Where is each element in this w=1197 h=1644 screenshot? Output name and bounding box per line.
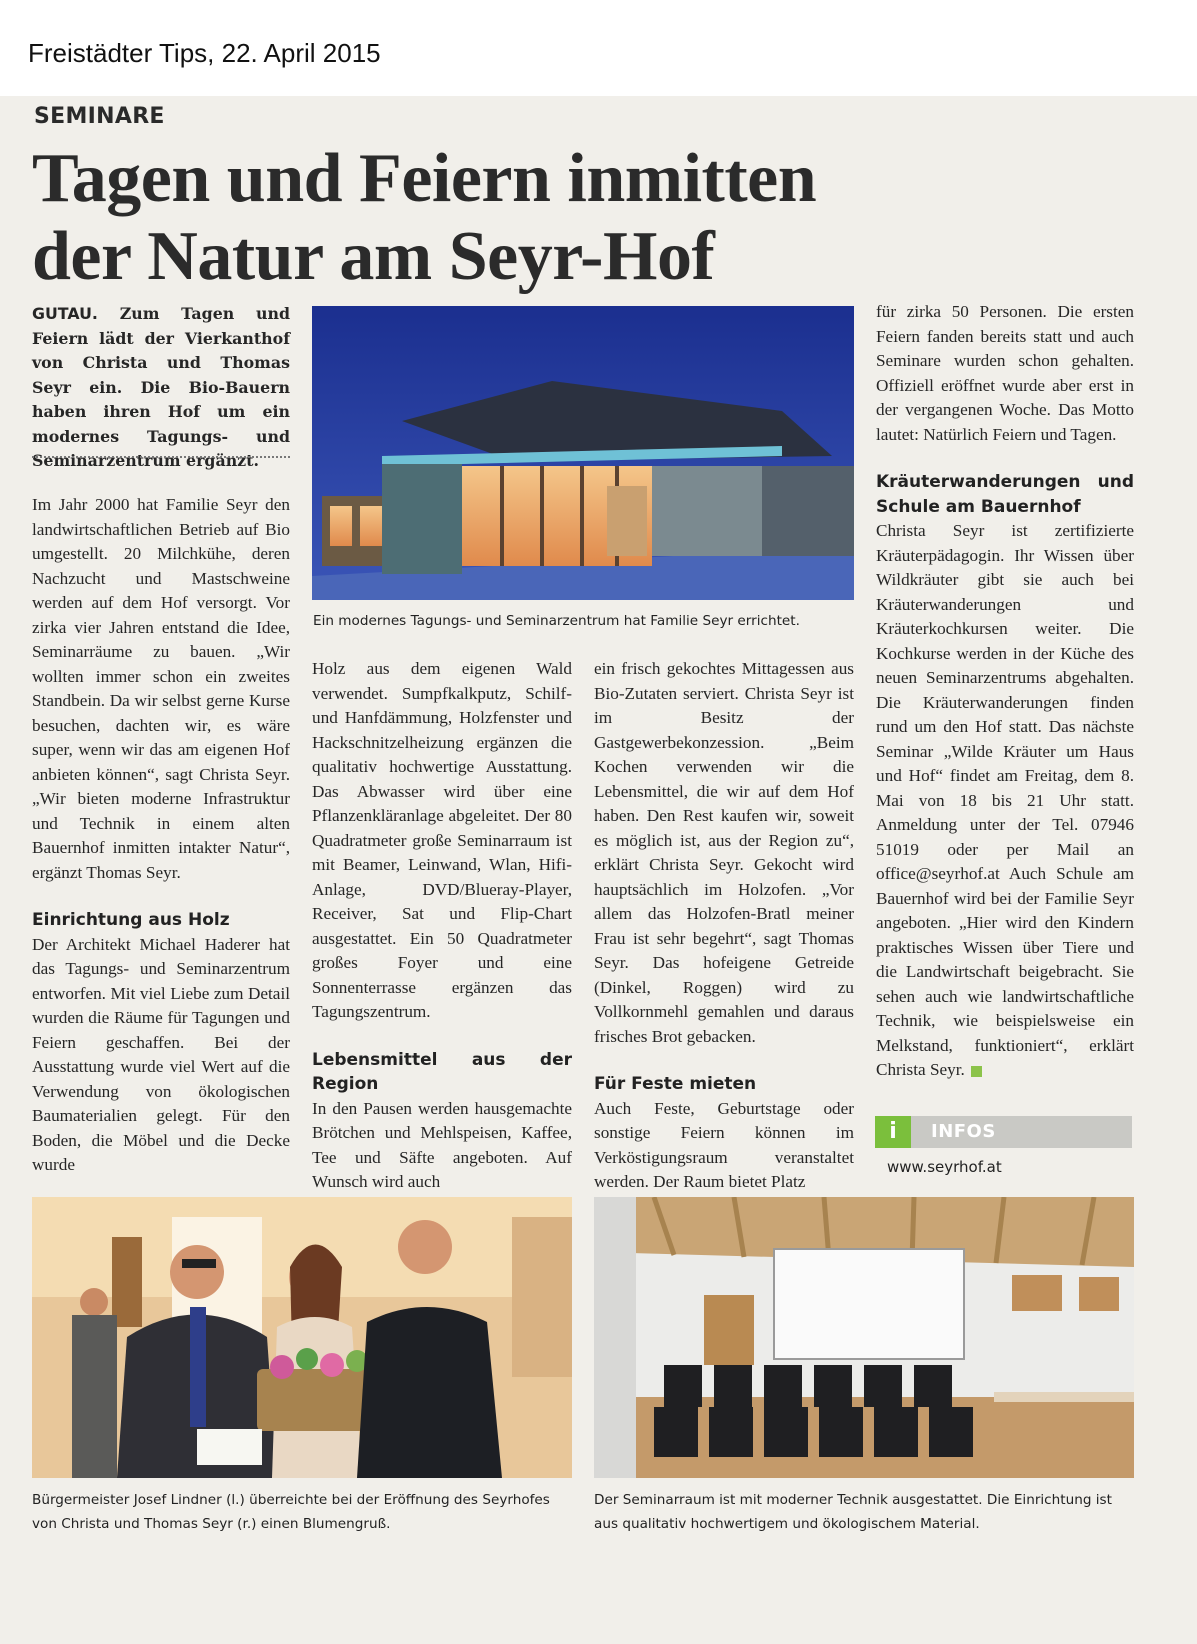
column-3	[594, 657, 854, 1195]
column-2-body-2: In den Pausen werden hausgemachte Brötchen und Mehlspeisen, Kaffee, Tee und Säfte angeboten. Auf Wunsch wird auch	[312, 1098, 572, 1191]
photo-seminar-room	[594, 1197, 1134, 1478]
dotted-divider	[32, 456, 290, 458]
lead-text: Zum Tagen und Feiern lädt der Vierkanthof von Christa und Thomas Seyr ein. Die Bio-Bauern haben ihren Hof um ein modernes Tagungs- und Seminarzentrum ergänzt.	[32, 304, 291, 470]
photo-seminar-building	[312, 306, 854, 600]
lead-paragraph	[32, 302, 290, 474]
info-box-header	[875, 1116, 1132, 1148]
photo-ceremony-caption: Bürgermeister Josef Lindner (l.) überreichte bei der Eröffnung des Seyrhofes von Christa und Thomas Seyr (r.) einen Blumengruß.	[32, 1492, 550, 1532]
info-url: www.seyrhof.at	[887, 1158, 1002, 1176]
headline-line-1: Tagen und Feiern inmitten	[32, 140, 817, 217]
seminar-room-illustration	[594, 1197, 1134, 1478]
building-illustration	[312, 306, 854, 600]
column-1-body: Im Jahr 2000 hat Familie Seyr den landwirtschaftlichen Betrieb auf Bio umgestellt. 20 Milchkühe, deren Nachzucht und Mastschweine werden auf dem Hof versorgt. Vor zirka vier Jahren entstand die Idee, Seminarräume zu bauen. „Wir wollten immer schon ein zweites Standbein. Da wir selbst gerne Kurse besuchen, dachten wir, es wäre super, wenn wir das am eigenen Hof anbieten können“, sagt Christa Seyr. „Wir bieten moderne Infrastruktur und Technik in einem alten Bauernhof inmitten intakter Natur“, ergänzt Thomas Seyr.	[32, 495, 290, 882]
lead-place: GUTAU.	[32, 304, 98, 323]
ceremony-illustration	[32, 1197, 572, 1478]
section-kicker: SEMINARE	[34, 104, 165, 129]
column-4	[876, 300, 1134, 1083]
column-3-body: ein frisch gekochtes Mittagessen aus Bio-Zutaten serviert. Christa Seyr ist im Besitz der Gastgewerbekonzession. „Beim Kochen verwenden wir die Lebensmittel, die wir auf dem Hof haben. Den Rest kaufen wir, soweit es möglich ist, aus der Region zu“, erklärt Christa Seyr. Gekocht wird hauptsächlich im Holzofen. „Vor allem das Holzofen-Bratl meiner Frau ist sehr begehrt“, sagt Thomas Seyr. Das hofeigene Getreide (Dinkel, Roggen) wird zu Vollkornmehl gemahlen und daraus frisches Brot gebacken.	[594, 659, 854, 1046]
column-4-body: für zirka 50 Personen. Die ersten Feiern fanden bereits statt und auch Seminare wurden schon gehalten. Offiziell eröffnet wurde aber erst in der vergangenen Woche. Das Motto lautet: Natürlich Feiern und Tagen.	[876, 302, 1134, 444]
column-4-body-2	[876, 519, 1134, 1083]
column-3-body-2: Auch Feste, Geburtstage oder sonstige Feiern können im Verköstigungsraum veranstaltet werden. Der Raum bietet Platz	[594, 1098, 854, 1191]
photo-seminar-room-caption: Der Seminarraum ist mit moderner Technik ausgestattet. Die Einrichtung ist aus qualitativ hochwertigem und ökologischem Material.	[594, 1492, 1112, 1532]
column-1-body-2: Der Architekt Michael Haderer hat das Tagungs- und Seminarzentrum entworfen. Mit viel Liebe zum Detail wurden die Räume für Tagungen und Feiern geschaffen. Bei der Ausstattung wurde viel Wert auf die Verwendung von ökologischen Baumaterialien gelegt. Für den Boden, die Möbel und die Decke wurde	[32, 934, 290, 1174]
column-4-body-2-text: Christa Seyr ist zertifizierte Kräuterpädagogin. Ihr Wissen über Wildkräuter gibt sie auch bei Kräuterwanderungen und Kräuterkochkursen weiter. Die Kochkurse werden in der Küche des neuen Seminarzentrums abgehalten. Die Kräuterwanderungen finden rund um den Hof statt. Das nächste Seminar „Wilde Kräuter um Haus und Hof“ findet am Freitag, dem 8. Mai von 18 bis 21 Uhr statt. Anmeldung unter der Tel. 07946 51019 oder per Mail an office@seyrhof.at Auch Schule am Bauernhof wird bei der Familie Seyr angeboten. „Hier wird den Kindern praktisches Wissen über Tiere und die Landwirtschaft beigebracht. Sie sehen auch wie landwirtschaftliche Technik, wie beispielsweise ein Melkstand, funktioniert“, erklärt Christa Seyr.	[876, 521, 1134, 1079]
subheading-einrichtung: Einrichtung aus Holz	[32, 910, 230, 930]
info-box-label: INFOS	[931, 1121, 996, 1142]
photo-opening-ceremony	[32, 1197, 572, 1478]
publication-source-line: Freistädter Tips, 22. April 2015	[28, 38, 381, 68]
subheading-feste: Für Feste mieten	[594, 1074, 757, 1094]
subheading-kraeuter: Kräuterwanderungen und Schule am Bauernhof	[876, 472, 1134, 517]
headline	[32, 140, 932, 296]
headline-line-2: der Natur am Seyr-Hof	[32, 218, 715, 295]
column-2	[312, 657, 572, 1195]
info-icon: i	[875, 1116, 911, 1148]
column-2-body: Holz aus dem eigenen Wald verwendet. Sumpfkalkputz, Schilf- und Hanfdämmung, Holzfenster und Hackschnitzelheizung ergänzen die qualitativ hochwertige Ausstattung. Das Abwasser wird über eine Pflanzenkläranlage abgeleitet. Der 80 Quadratmeter große Seminarraum ist mit Beamer, Leinwand, Wlan, Hifi-Anlage, DVD/Blueray-Player, Receiver, Sat und Flip-Chart ausgestattet. Ein 50 Quadratmeter großes Foyer und eine Sonnenterrasse ergänzen das Tagungszentrum.	[312, 659, 572, 1021]
photo-building-caption: Ein modernes Tagungs- und Seminarzentrum hat Familie Seyr errichtet.	[313, 613, 800, 629]
subheading-lebensmittel: Lebensmittel aus der Region	[312, 1049, 572, 1094]
column-1	[32, 493, 290, 1178]
end-mark-icon	[971, 1066, 982, 1077]
